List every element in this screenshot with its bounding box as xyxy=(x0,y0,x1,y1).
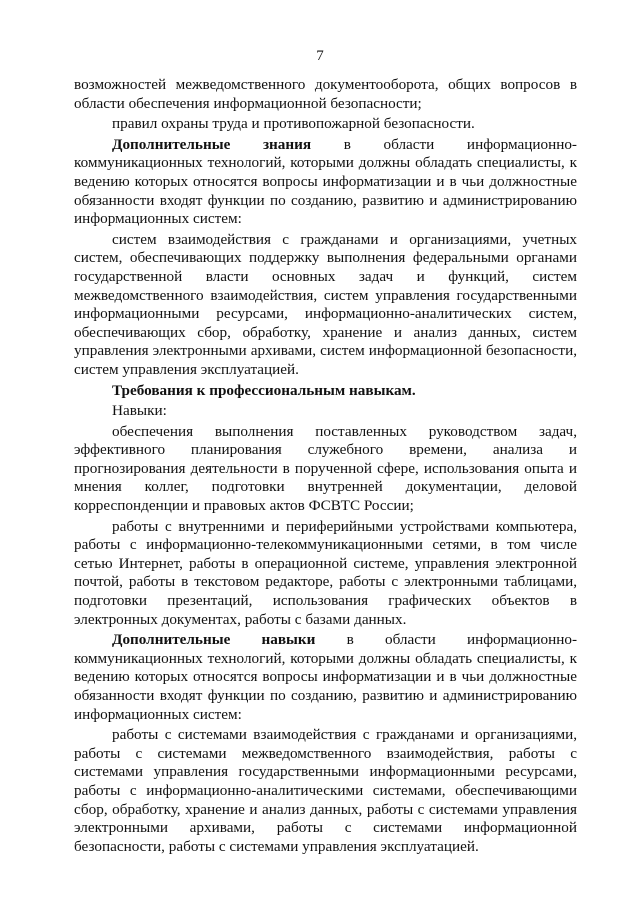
paragraph-p03 xyxy=(74,136,577,229)
document-body xyxy=(74,76,577,856)
paragraph-p04 xyxy=(74,231,577,380)
paragraph-text: систем взаимодействия с гражданами и организациями, учетных систем, обеспечивающих поддержку выполнения федеральными органами государственной власти основных задач и функций, систем межведомственного взаимодействия, систем управления государственными информационными ресурсами, информационно-аналитических систем, обеспечивающих сбор, обработку, хранение и анализ данных, систем управления электронными архивами, систем информационной безопасности, систем управления эксплуатацией. xyxy=(74,230,577,378)
paragraph-p10 xyxy=(74,726,577,856)
paragraph-p08 xyxy=(74,518,577,630)
paragraph-p02 xyxy=(74,115,577,134)
paragraph-text: возможностей межведомственного документооборота, общих вопросов в области обеспечения информационной безопасности; xyxy=(74,76,577,112)
paragraph-text: правил охраны труда и противопожарной безопасности. xyxy=(112,115,475,133)
paragraph-lead: Дополнительные знания xyxy=(112,135,312,153)
paragraph-text: работы с внутренними и периферийными устройствами компьютера, работы с информационно-телекоммуникационными сетями, в том числе сетью Интернет, работы в операционной системе, управления электронной почтой, работы в текстовом редакторе, работы с электронными таблицами, подготовки презентаций, использования графических объектов в электронных документах, работы с базами данных. xyxy=(74,517,577,628)
paragraph-lead: Дополнительные навыки xyxy=(112,631,316,649)
paragraph-p07 xyxy=(74,423,577,516)
paragraph-text: в области информационно-коммуникационных технологий, которыми должны обладать специалисты, к ведению которых относятся вопросы информатизации и в чьи должностные обязанности входят функции по созданию, развитию и администрированию информационных систем: xyxy=(74,631,578,723)
paragraph-p06 xyxy=(74,402,577,421)
paragraph-text: обеспечения выполнения поставленных руководством задач, эффективного планирования служебного времени, анализа и прогнозирования деятельности в порученной сфере, использования опыта и мнения коллег, подготовки внутренней документации, деловой корреспонденции и правовых актов ФСВТС России; xyxy=(74,422,577,515)
paragraph-p09 xyxy=(74,631,577,724)
page-number: 7 xyxy=(316,48,324,64)
paragraph-p05 xyxy=(74,382,577,401)
paragraph-lead: Требования к профессиональным навыкам. xyxy=(112,381,416,399)
paragraph-text: в области информационно-коммуникационных технологий, которыми должны обладать специалисты, к ведению которых относятся вопросы информатизации и в чьи должностные обязанности входят функции по созданию, развитию и администрированию информационных систем: xyxy=(74,135,577,228)
paragraph-p01 xyxy=(74,76,577,113)
paragraph-text: работы с системами взаимодействия с гражданами и организациями, работы с системами межведомственного взаимодействия, работы с системами управления государственными информационными ресурсами, работы с информационно-аналитическими системами, обеспечивающими сбор, обработку, хранение и анализ данных, работы с системами управления электронными архивами, работы с системами информационной безопасности, работы с системами управления эксплуатацией. xyxy=(74,726,577,855)
paragraph-text: Навыки: xyxy=(112,402,167,420)
